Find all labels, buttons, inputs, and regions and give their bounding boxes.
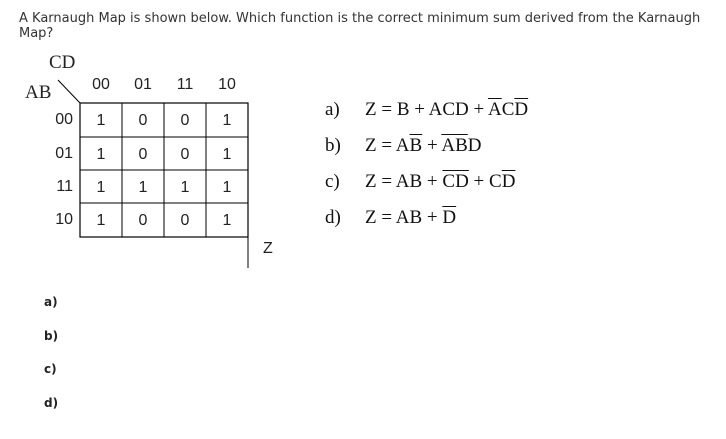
option-letter: b) [325, 135, 341, 156]
kmap-row-variable: AB [25, 82, 52, 103]
kmap-col-label: 11 [176, 76, 194, 93]
kmap-col-label: 10 [218, 76, 236, 93]
option-expression: Z = AB + $\overline{CD} + C\overline{D}$ [365, 171, 516, 192]
option-expression: Z = AB + $\overline{D}$ [365, 207, 457, 228]
kmap-col-label: 00 [92, 76, 110, 93]
option-b [325, 135, 482, 157]
kmap-cell: 0 [138, 112, 148, 129]
kmap-cell: 1 [96, 146, 106, 163]
option-letter: a) [325, 99, 340, 120]
kmap-row-label: 00 [55, 111, 73, 128]
kmap-cell: 0 [180, 112, 190, 129]
kmap-row-label: 11 [56, 178, 73, 195]
kmap-cell: 0 [180, 146, 190, 163]
kmap-cell: 1 [222, 146, 232, 163]
answer-choice-b[interactable]: b) [44, 329, 59, 343]
kmap-cell: 0 [180, 212, 190, 229]
kmap-cell: 1 [138, 179, 148, 196]
kmap-col-variable: CD [49, 52, 76, 73]
option-expression: Z = B + ACD + $\overline{A}C\overline{D}$ [365, 99, 529, 120]
option-a [325, 99, 528, 121]
kmap-cell: 1 [96, 212, 106, 229]
answer-choice-d[interactable]: d) [44, 396, 59, 410]
kmap-cell: 1 [222, 179, 232, 196]
option-letter: d) [325, 207, 341, 228]
option-expression: $Z = A\overline{B} + \overline{AB}D$ [365, 135, 482, 156]
kmap-output-label: Z [263, 240, 273, 257]
kmap-row-label: 01 [55, 145, 73, 162]
question-text: A Karnaugh Map is shown below. Which function is the correct minimum sum derived from the Karnaugh Map? [19, 11, 701, 41]
kmap-row-label: 10 [55, 211, 73, 228]
answer-choice-c[interactable]: c) [44, 362, 57, 376]
kmap-cell: 1 [222, 212, 232, 229]
kmap-cell: 1 [180, 179, 190, 196]
option-letter: c) [325, 171, 340, 192]
kmap-cell: 1 [222, 112, 232, 129]
kmap-col-label: 01 [134, 76, 152, 93]
kmap-cell: 0 [138, 212, 148, 229]
option-c [325, 171, 515, 193]
kmap-cell: 1 [96, 179, 106, 196]
option-d [325, 207, 456, 229]
kmap-cell: 1 [96, 112, 106, 129]
kmap-cell: 0 [138, 146, 148, 163]
answer-choice-a[interactable]: a) [44, 295, 58, 309]
